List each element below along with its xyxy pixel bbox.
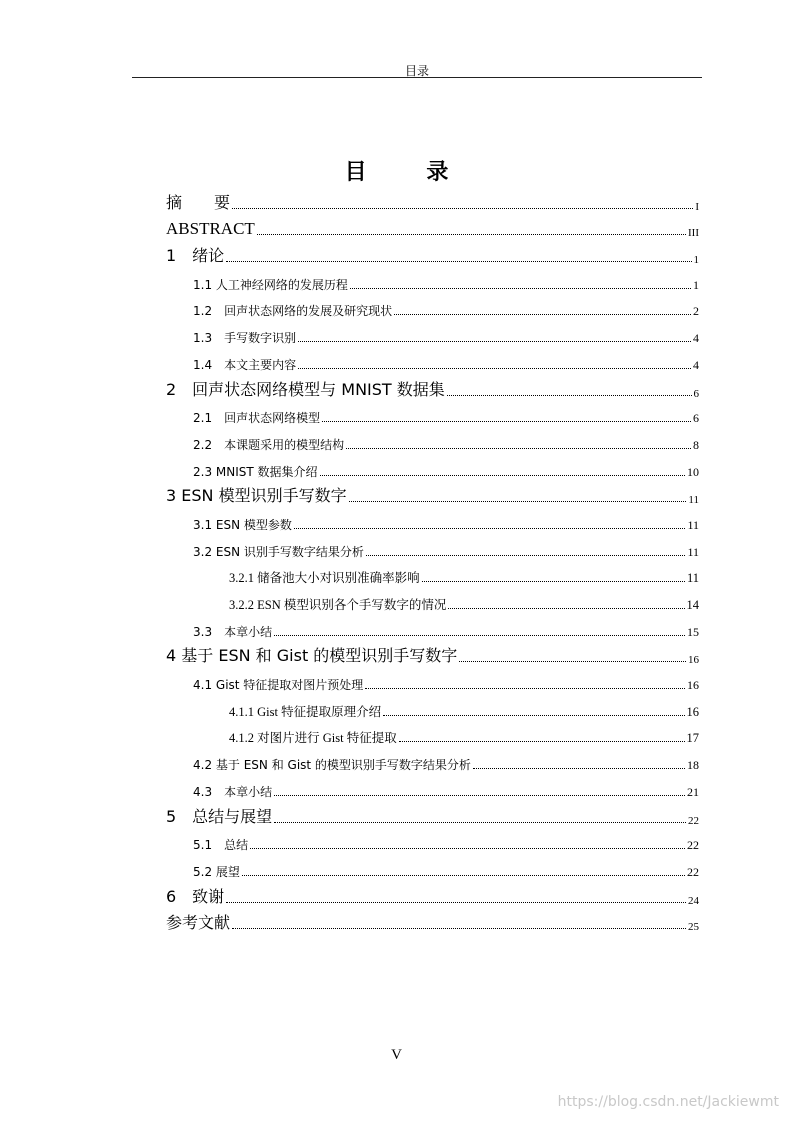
toc-entry-page: 22 [687, 864, 699, 879]
toc-entry-label: 1 绪论 [166, 246, 225, 266]
toc-entry[interactable] [166, 800, 699, 827]
toc-leader-dots [226, 902, 686, 903]
toc-leader-dots [274, 635, 685, 636]
toc-entry-page: 6 [693, 411, 699, 426]
toc-entry-label: 5 总结与展望 [166, 806, 273, 826]
toc-leader-dots [232, 208, 693, 209]
toc-entry-label: 3 ESN 模型识别手写数字 [166, 486, 347, 506]
toc-entry-page: 14 [686, 598, 699, 612]
toc-entry[interactable] [166, 853, 699, 880]
toc-entry[interactable] [166, 640, 699, 667]
toc-entry-page: 1 [693, 277, 699, 292]
toc-entry-label: 2.3 MNIST 数据集介绍 [193, 464, 318, 479]
toc-entry-page: III [688, 227, 699, 240]
toc-entry-page: 17 [686, 731, 699, 746]
toc-leader-dots [226, 261, 691, 262]
toc-entry[interactable] [166, 586, 699, 613]
toc-entry-label: 4.1 Gist 特征提取对图片预处理 [193, 678, 364, 693]
toc-leader-dots [459, 661, 686, 662]
toc-entry-page: 4 [693, 331, 699, 346]
toc-entry-label: 4.2 基于 ESN 和 Gist 的模型识别手写数字结果分析 [193, 758, 471, 773]
toc-entry-label: 3.1 ESN 模型参数 [193, 517, 292, 532]
toc-entry-label: 4 基于 ESN 和 Gist 的模型识别手写数字 [166, 646, 458, 666]
toc-leader-dots [394, 314, 691, 315]
toc-entry[interactable] [166, 239, 699, 266]
toc-entry[interactable] [166, 480, 699, 507]
toc-leader-dots [322, 421, 691, 422]
toc-entry[interactable] [166, 506, 699, 533]
page-number: V [391, 1047, 402, 1063]
toc-entry-page: 11 [686, 571, 699, 586]
toc-entry[interactable] [166, 319, 699, 346]
toc-leader-dots [346, 448, 691, 449]
toc-entry-label: 4.1.2 对图片进行 Gist 特征提取 [229, 731, 397, 746]
toc-entry-page: 10 [687, 464, 699, 479]
toc-entry[interactable] [166, 453, 699, 480]
toc-entry[interactable] [166, 186, 699, 213]
toc-entry-page: 1 [693, 254, 699, 267]
toc-leader-dots [320, 475, 685, 476]
toc-entry-page: 24 [688, 894, 699, 907]
toc-leader-dots [473, 768, 685, 769]
toc-entry[interactable] [166, 346, 699, 373]
toc-leader-dots [232, 928, 686, 929]
toc-entry-label: 5.1 总结 [193, 838, 249, 853]
toc-entry-label: 2.1 回声状态网络模型 [193, 411, 321, 426]
toc-leader-dots [365, 688, 685, 689]
toc-entry-label: 4.3 本章小结 [193, 784, 273, 799]
toc-entry-page: 4 [693, 357, 699, 372]
toc-entry-label: 3.2 ESN 识别手写数字结果分析 [193, 544, 364, 559]
toc-leader-dots [242, 875, 685, 876]
toc-entry[interactable] [166, 907, 699, 934]
toc-entry-page: 11 [687, 517, 699, 532]
toc-entry-label: 参考文献 [166, 913, 231, 933]
toc-entry-label: 1.1 人工神经网络的发展历程 [193, 277, 348, 292]
toc-entry[interactable] [166, 426, 699, 453]
toc-entry[interactable] [166, 560, 699, 587]
toc-entry-label: 2 回声状态网络模型与 MNIST 数据集 [166, 379, 445, 399]
toc-entry-label: 3.3 本章小结 [193, 624, 273, 639]
toc-entry-page: 11 [687, 544, 699, 559]
toc-entry-page: 2 [693, 304, 699, 319]
toc-entry-page: 15 [687, 624, 699, 639]
toc-entry-label: 6 致谢 [166, 886, 225, 906]
toc-leader-dots [294, 528, 686, 529]
toc-entry[interactable] [166, 266, 699, 293]
toc-entry-label: 摘 要 [166, 192, 231, 212]
toc-entry-label: 1.3 手写数字识别 [193, 331, 297, 346]
toc-entry-page: 11 [688, 494, 699, 507]
toc-entry[interactable] [166, 880, 699, 907]
toc-entry-label: 1.2 回声状态网络的发展及研究现状 [193, 304, 393, 319]
toc-entry[interactable] [166, 773, 699, 800]
toc-leader-dots [274, 822, 686, 823]
toc-title: 目 录 [344, 160, 475, 185]
toc-entry-label: ABSTRACT [166, 219, 255, 239]
toc-entry[interactable] [166, 213, 699, 240]
toc-entry[interactable] [166, 373, 699, 400]
toc-entry-label: 4.1.1 Gist 特征提取原理介绍 [229, 704, 382, 719]
toc-entry-label: 1.4 本文主要内容 [193, 357, 297, 372]
toc-entry[interactable] [166, 400, 699, 427]
toc-leader-dots [257, 234, 686, 235]
toc-entry-page: 21 [687, 784, 699, 799]
toc-entry-page: I [695, 200, 699, 213]
toc-entry-label: 3.2.1 储备池大小对识别准确率影响 [229, 571, 420, 586]
toc-entry-label: 3.2.2 ESN 模型识别各个手写数字的情况 [229, 598, 447, 612]
toc-entry-label: 5.2 展望 [193, 864, 240, 879]
toc-entry-page: 16 [686, 704, 699, 719]
toc-entry-page: 16 [687, 678, 699, 693]
watermark: https://blog.csdn.net/Jackiewmt [557, 1094, 779, 1110]
toc-entry-page: 22 [687, 838, 699, 853]
toc-entry-page: 18 [687, 758, 699, 773]
toc-entry[interactable] [166, 827, 699, 854]
toc-entry[interactable] [166, 720, 699, 747]
toc-entry-page: 6 [693, 387, 699, 400]
toc-entry-page: 25 [688, 921, 699, 934]
toc-entry[interactable] [166, 613, 699, 640]
toc-entry[interactable] [166, 533, 699, 560]
toc-leader-dots [422, 581, 685, 582]
toc-entry-label: 2.2 本课题采用的模型结构 [193, 437, 345, 452]
toc-entry-page: 16 [688, 654, 699, 667]
toc-leader-dots [274, 795, 685, 796]
toc-entry[interactable] [166, 746, 699, 773]
toc-leader-dots [366, 555, 686, 556]
header-rule [132, 77, 702, 78]
page-header: 目录 [404, 64, 429, 78]
toc-entry[interactable] [166, 693, 699, 720]
toc-entry[interactable] [166, 293, 699, 320]
toc-entry[interactable] [166, 666, 699, 693]
toc-leader-dots [399, 741, 685, 742]
toc-entry-page: 22 [688, 814, 699, 827]
toc-leader-dots [383, 715, 684, 716]
toc-leader-dots [298, 368, 691, 369]
toc-leader-dots [349, 501, 687, 502]
toc-leader-dots [298, 341, 691, 342]
toc-entry-page: 8 [693, 437, 699, 452]
toc-leader-dots [250, 848, 685, 849]
toc-leader-dots [447, 395, 692, 396]
toc-leader-dots [448, 608, 684, 609]
toc-leader-dots [350, 288, 691, 289]
table-of-contents [166, 186, 699, 933]
